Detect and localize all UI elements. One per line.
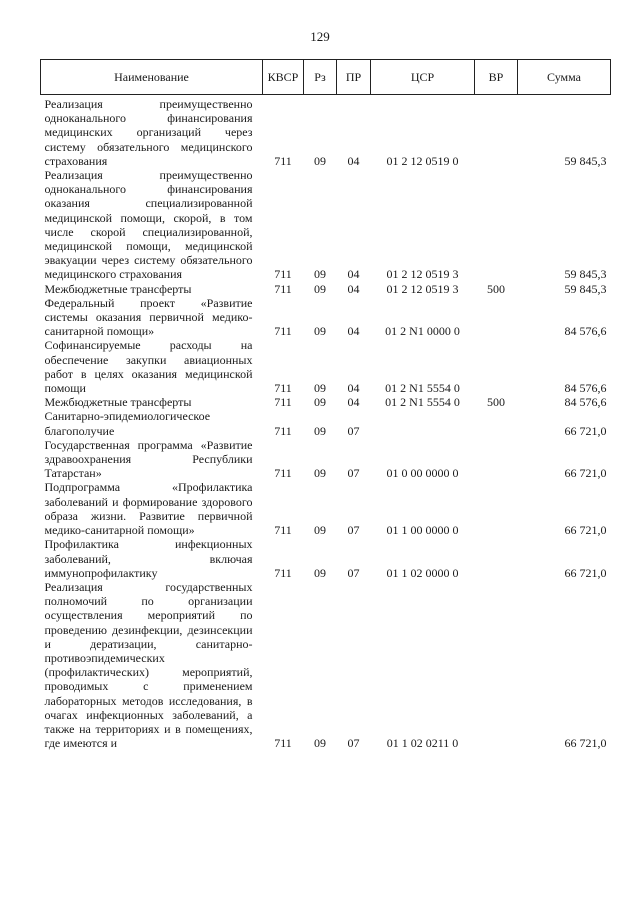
cell-vr: 500 [487, 281, 505, 296]
cell-sum: 59 845,3 [564, 153, 607, 168]
table-row [41, 395, 611, 409]
cell-pr: 07 [347, 466, 360, 481]
cell-kvsr: 711 [274, 565, 292, 580]
cell-sum: 59 845,3 [564, 281, 607, 296]
cell-vr [475, 580, 518, 750]
cell-sum: 66 721,0 [564, 466, 607, 481]
cell-vr [475, 296, 518, 339]
cell-rz: 09 [314, 324, 326, 339]
cell-sum: 84 576,6 [564, 381, 607, 396]
cell-csr: 01 2 N1 5554 0 [385, 381, 460, 396]
cell-kvsr: 711 [274, 466, 292, 481]
header-kvsr: КВСР [263, 60, 304, 95]
table-header-row [41, 60, 611, 95]
table-row [41, 168, 611, 282]
table-row [41, 282, 611, 296]
table-row [41, 95, 611, 169]
table-row [41, 537, 611, 580]
cell-vr: 500 [487, 395, 505, 410]
cell-sum: 66 721,0 [564, 423, 607, 438]
cell-sum: 66 721,0 [564, 736, 607, 751]
cell-pr: 04 [347, 153, 360, 168]
cell-kvsr: 711 [274, 736, 292, 751]
cell-vr [475, 438, 518, 481]
cell-csr: 01 2 N1 5554 0 [385, 395, 460, 410]
cell-sum: 84 576,6 [564, 395, 607, 410]
cell-name: Реализация государственных полномочий по организации осуществления мероприятий по проведению дезинфекции, дезинсекции и дератизации, санитарно-противоэпидемических (профилактических) мероприятий, проводимых с применением лабораторных методов исследования, в очагах инфекционных заболеваний, а также на территориях и в помещениях, где имеются и [44, 579, 253, 751]
cell-kvsr: 711 [274, 324, 292, 339]
cell-pr: 04 [347, 281, 360, 296]
cell-csr: 01 2 N1 0000 0 [385, 324, 460, 339]
cell-rz: 09 [314, 466, 326, 481]
cell-sum: 59 845,3 [564, 267, 607, 282]
cell-pr: 07 [347, 736, 360, 751]
cell-sum: 84 576,6 [564, 324, 607, 339]
cell-pr: 07 [347, 423, 360, 438]
cell-kvsr: 711 [274, 395, 292, 410]
cell-csr: 01 1 02 0211 0 [386, 736, 459, 751]
cell-csr: 01 1 00 0000 0 [386, 523, 459, 538]
cell-rz: 09 [314, 736, 326, 751]
cell-vr [475, 409, 518, 437]
cell-sum: 66 721,0 [564, 523, 607, 538]
cell-pr: 04 [347, 395, 360, 410]
cell-name: Реализация преимущественно одноканального финансирования оказания специализированной медицинской помощи, скорой, в том числе скорой специализированной, медицинской помощи, медицинской эвакуации через систему обязательного медицинского страхования [44, 168, 253, 282]
table-row [41, 296, 611, 339]
header-name: Наименование [41, 60, 263, 95]
cell-name: Реализация преимущественно одноканального финансирования медицинских организаций через систему обязательного медицинского страхования [44, 97, 253, 168]
cell-rz: 09 [314, 523, 326, 538]
cell-rz: 09 [314, 565, 326, 580]
cell-name: Софинансируемые расходы на обеспечение закупки авиационных работ в целях оказания медицинской помощи [44, 338, 253, 396]
header-vr: ВР [475, 60, 518, 95]
cell-name: Подпрограмма «Профилактика заболеваний и формирование здорового образа жизни. Развитие первичной медико-санитарной помощи» [44, 480, 253, 538]
cell-rz: 09 [314, 423, 326, 438]
cell-rz: 09 [314, 267, 326, 282]
cell-csr: 01 2 12 0519 0 [386, 153, 459, 168]
cell-rz: 09 [314, 395, 326, 410]
cell-csr: 01 1 02 0000 0 [386, 565, 459, 580]
cell-name: Федеральный проект «Развитие системы оказания первичной медико-санитарной помощи» [44, 295, 253, 339]
cell-vr [475, 537, 518, 580]
cell-rz: 09 [314, 281, 326, 296]
cell-name: Санитарно-эпидемиологическое благополучие [44, 409, 211, 438]
table-row [41, 480, 611, 537]
cell-csr: 01 2 12 0519 3 [386, 281, 459, 296]
cell-name: Государственная программа «Развитие здравоохранения Республики Татарстан» [44, 437, 253, 481]
cell-name: Профилактика инфекционных заболеваний, включая иммунопрофилактику [44, 537, 253, 580]
cell-kvsr: 711 [274, 281, 292, 296]
table-row [41, 580, 611, 750]
cell-vr [475, 168, 518, 282]
table-row [41, 338, 611, 395]
header-csr: ЦСР [371, 60, 475, 95]
header-rz: Рз [304, 60, 337, 95]
cell-kvsr: 711 [274, 153, 292, 168]
cell-sum: 66 721,0 [564, 565, 607, 580]
header-pr: ПР [337, 60, 371, 95]
cell-vr [475, 480, 518, 537]
cell-csr: 01 2 12 0519 3 [386, 267, 459, 282]
cell-rz: 09 [314, 153, 326, 168]
cell-pr: 04 [347, 324, 360, 339]
header-sum: Сумма [518, 60, 611, 95]
table-row [41, 438, 611, 481]
cell-csr [371, 409, 475, 437]
cell-csr: 01 0 00 0000 0 [386, 466, 459, 481]
cell-pr: 07 [347, 523, 360, 538]
cell-name: Межбюджетные трансферты [44, 395, 192, 410]
budget-table [40, 59, 611, 750]
table-row [41, 409, 611, 437]
cell-kvsr: 711 [274, 381, 292, 396]
cell-name: Межбюджетные трансферты [44, 281, 192, 296]
cell-vr [475, 338, 518, 395]
cell-kvsr: 711 [274, 423, 292, 438]
cell-kvsr: 711 [274, 523, 292, 538]
table-body [41, 95, 611, 751]
cell-pr: 04 [347, 381, 360, 396]
cell-pr: 04 [347, 267, 360, 282]
page-number: 129 [310, 29, 330, 44]
cell-kvsr: 711 [274, 267, 292, 282]
cell-pr: 07 [347, 565, 360, 580]
cell-rz: 09 [314, 381, 326, 396]
cell-vr [475, 95, 518, 169]
